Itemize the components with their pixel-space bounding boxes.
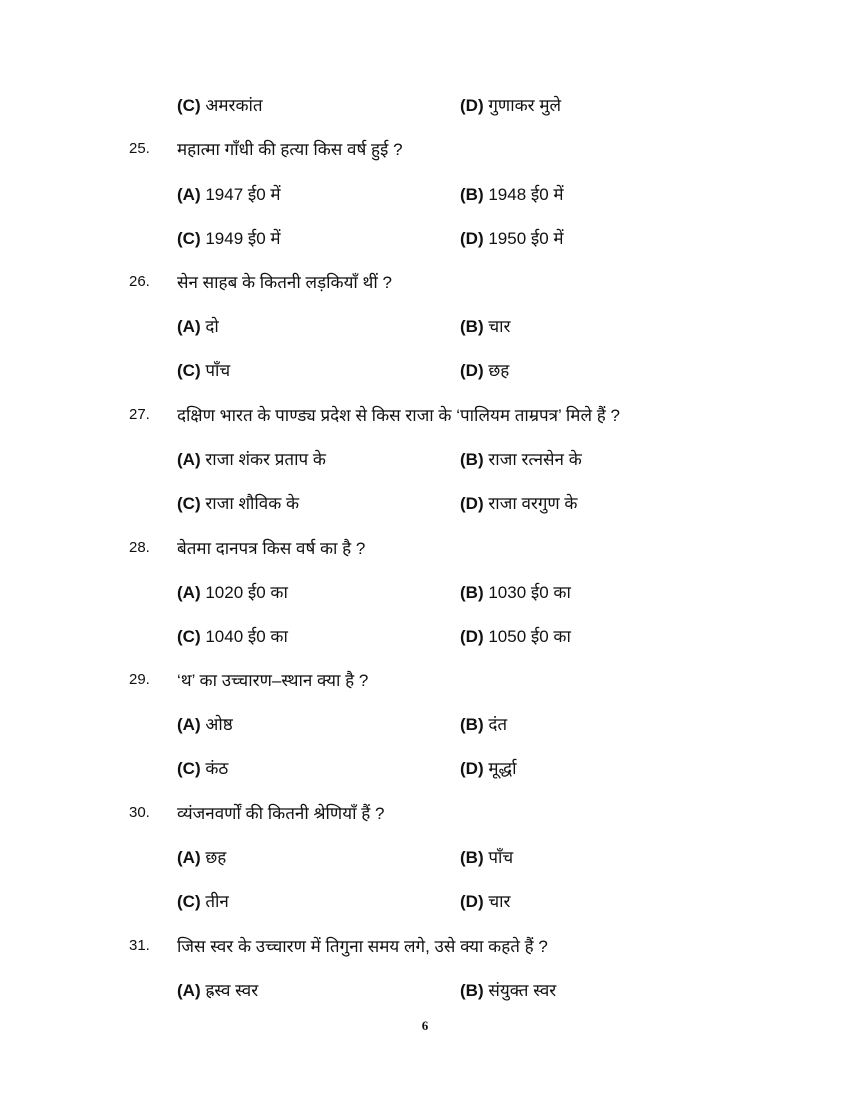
option-a: (A) ओष्ठ xyxy=(177,715,233,734)
question-28 xyxy=(0,533,850,563)
option-row xyxy=(0,577,850,607)
question-29 xyxy=(0,665,850,695)
option-d: (D) छह xyxy=(460,361,510,380)
option-row xyxy=(0,355,850,385)
question-number: 28. xyxy=(129,539,150,556)
question-26 xyxy=(0,267,850,297)
option-d: (D) राजा वरगुण के xyxy=(460,494,578,513)
option-row xyxy=(0,975,850,1005)
page-number: 6 xyxy=(421,1018,429,1033)
question-number: 26. xyxy=(129,273,150,290)
question-text: ‘थ’ का उच्चारण–स्थान क्या है ? xyxy=(177,671,369,690)
option-d: (D) गुणाकर मुले xyxy=(460,96,562,115)
option-a: (A) छह xyxy=(177,848,227,867)
option-c: (C) 1949 ई0 में xyxy=(177,229,281,248)
question-27 xyxy=(0,400,850,430)
option-b: (B) दंत xyxy=(460,715,508,734)
question-text: महात्मा गाँधी की हत्या किस वर्ष हुई ? xyxy=(177,140,403,159)
option-a: (A) ह्रस्व स्वर xyxy=(177,981,259,1000)
option-c: (C) पाँच xyxy=(177,361,231,380)
option-row xyxy=(0,621,850,651)
option-row xyxy=(0,311,850,341)
question-text: सेन साहब के कितनी लड़कियाँ थीं ? xyxy=(177,273,393,292)
question-25 xyxy=(0,134,850,164)
question-number: 27. xyxy=(129,406,150,423)
question-number: 29. xyxy=(129,671,150,688)
option-c: (C) राजा शौविक के xyxy=(177,494,300,513)
option-row xyxy=(0,842,850,872)
option-b: (B) राजा रत्नसेन के xyxy=(460,450,582,469)
option-row xyxy=(0,90,850,120)
option-b: (B) 1030 ई0 का xyxy=(460,583,571,602)
option-c: (C) तीन xyxy=(177,892,229,911)
option-a: (A) 1947 ई0 में xyxy=(177,185,281,204)
option-c: (C) कंठ xyxy=(177,759,229,778)
option-b: (B) संयुक्त स्वर xyxy=(460,981,557,1000)
option-a: (A) 1020 ई0 का xyxy=(177,583,288,602)
option-b: (B) चार xyxy=(460,317,511,336)
option-a: (A) राजा शंकर प्रताप के xyxy=(177,450,326,469)
question-text: दक्षिण भारत के पाण्ड्य प्रदेश से किस राजा के ‘पालियम ताम्रपत्र’ मिले हैं ? xyxy=(177,406,620,425)
option-d: (D) चार xyxy=(460,892,511,911)
option-row xyxy=(0,223,850,253)
question-number: 25. xyxy=(129,140,150,157)
option-row xyxy=(0,709,850,739)
question-31 xyxy=(0,931,850,961)
option-c: (C) अमरकांत xyxy=(177,96,263,115)
option-a: (A) दो xyxy=(177,317,219,336)
option-c: (C) 1040 ई0 का xyxy=(177,627,288,646)
option-row xyxy=(0,886,850,916)
option-b: (B) 1948 ई0 में xyxy=(460,185,564,204)
option-row xyxy=(0,444,850,474)
question-number: 31. xyxy=(129,937,150,954)
option-b: (B) पाँच xyxy=(460,848,514,867)
question-text: बेतमा दानपत्र किस वर्ष का है ? xyxy=(177,539,366,558)
question-number: 30. xyxy=(129,804,150,821)
question-text: जिस स्वर के उच्चारण में तिगुना समय लगे, उसे क्या कहते हैं ? xyxy=(177,937,548,956)
option-row xyxy=(0,488,850,518)
option-d: (D) 1050 ई0 का xyxy=(460,627,571,646)
question-text: व्यंजनवर्णों की कितनी श्रेणियाँ हैं ? xyxy=(177,804,385,823)
option-d: (D) 1950 ई0 में xyxy=(460,229,564,248)
question-30 xyxy=(0,798,850,828)
option-d: (D) मूर्द्धा xyxy=(460,759,517,778)
option-row xyxy=(0,753,850,783)
option-row xyxy=(0,179,850,209)
